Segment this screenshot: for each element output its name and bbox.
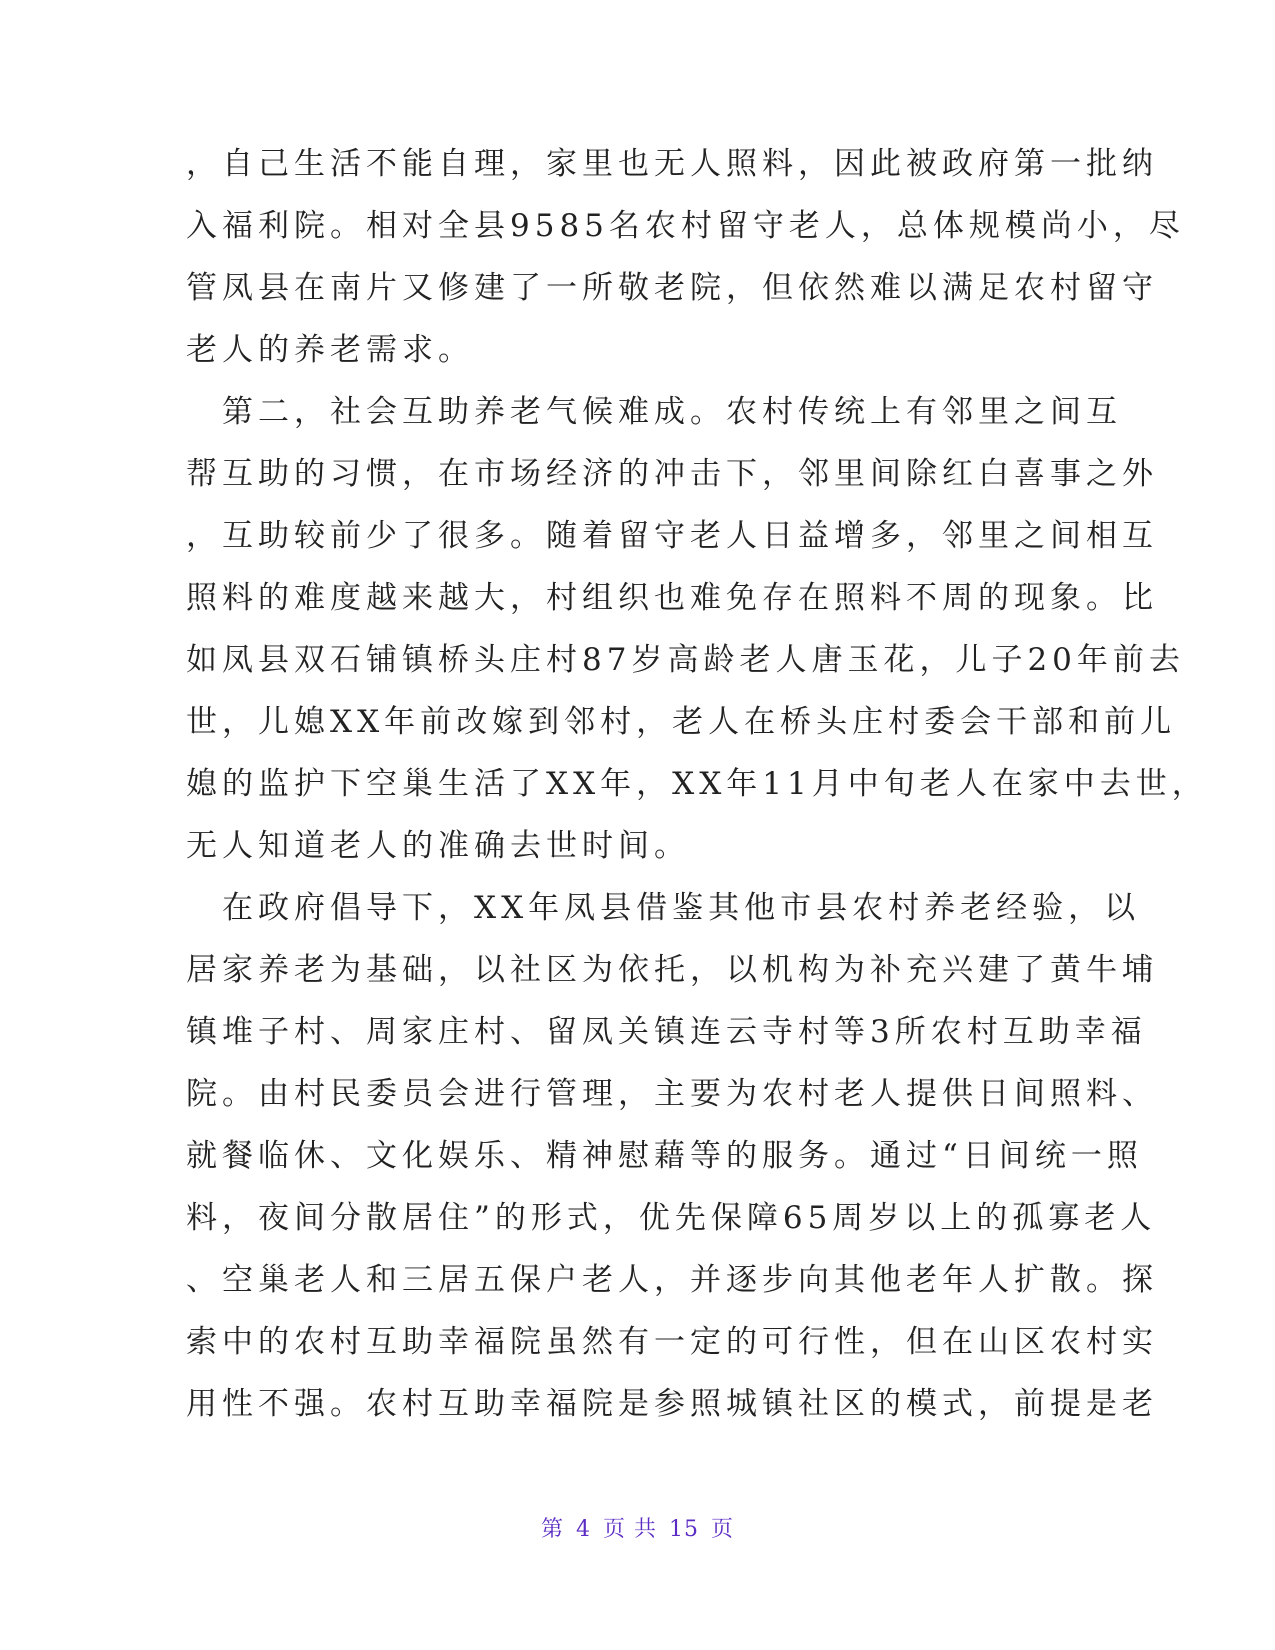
page-footer xyxy=(0,1512,1275,1543)
text-line: 院。由村民委员会进行管理，主要为农村老人提供日间照料、 xyxy=(186,1076,1158,1112)
footer-suffix: 页 xyxy=(711,1517,735,1542)
text-line: 如凤县双石铺镇桥头庄村87岁高龄老人唐玉花，儿子20年前去 xyxy=(186,642,1185,678)
text-line: 管凤县在南片又修建了一所敬老院，但依然难以满足农村留守 xyxy=(186,270,1158,306)
text-line: 就餐临休、文化娱乐、精神慰藉等的服务。通过“日间统一照 xyxy=(186,1138,1143,1174)
text-line: 料，夜间分散居住”的形式，优先保障65周岁以上的孤寡老人 xyxy=(186,1200,1157,1236)
footer-prefix: 第 xyxy=(540,1517,564,1542)
text-line: ，互助较前少了很多。随着留守老人日益增多，邻里之间相互 xyxy=(186,518,1158,554)
footer-middle: 页 共 xyxy=(603,1517,657,1542)
text-line: ，自己生活不能自理，家里也无人照料，因此被政府第一批纳 xyxy=(186,146,1158,182)
text-line: 照料的难度越来越大，村组织也难免存在照料不周的现象。比 xyxy=(186,580,1158,616)
text-line: 帮互助的习惯，在市场经济的冲击下，邻里间除红白喜事之外 xyxy=(186,456,1158,492)
text-line: 镇堆子村、周家庄村、留凤关镇连云寺村等3所农村互助幸福 xyxy=(186,1014,1147,1050)
text-line: 入福利院。相对全县9585名农村留守老人，总体规模尚小，尽 xyxy=(186,208,1185,244)
text-line: 老人的养老需求。 xyxy=(186,332,474,368)
text-line: 用性不强。农村互助幸福院是参照城镇社区的模式，前提是老 xyxy=(186,1386,1158,1422)
text-line: 世，儿媳XX年前改嫁到邻村，老人在桥头庄村委会干部和前儿 xyxy=(186,704,1177,740)
footer-page-number: 4 xyxy=(576,1517,591,1542)
text-line: 媳的监护下空巢生活了XX年，XX年11月中旬老人在家中去世， xyxy=(186,766,1208,802)
text-line: 、空巢老人和三居五保户老人，并逐步向其他老年人扩散。探 xyxy=(186,1262,1158,1298)
text-line: 无人知道老人的准确去世时间。 xyxy=(186,828,690,864)
footer-total-pages: 15 xyxy=(669,1517,699,1542)
text-line: 在政府倡导下，XX年凤县借鉴其他市县农村养老经验，以 xyxy=(186,890,1141,926)
text-line: 第二，社会互助养老气候难成。农村传统上有邻里之间互 xyxy=(186,394,1122,430)
text-line: 居家养老为基础，以社区为依托，以机构为补充兴建了黄牛埔 xyxy=(186,952,1158,988)
text-line: 索中的农村互助幸福院虽然有一定的可行性，但在山区农村实 xyxy=(186,1324,1158,1360)
